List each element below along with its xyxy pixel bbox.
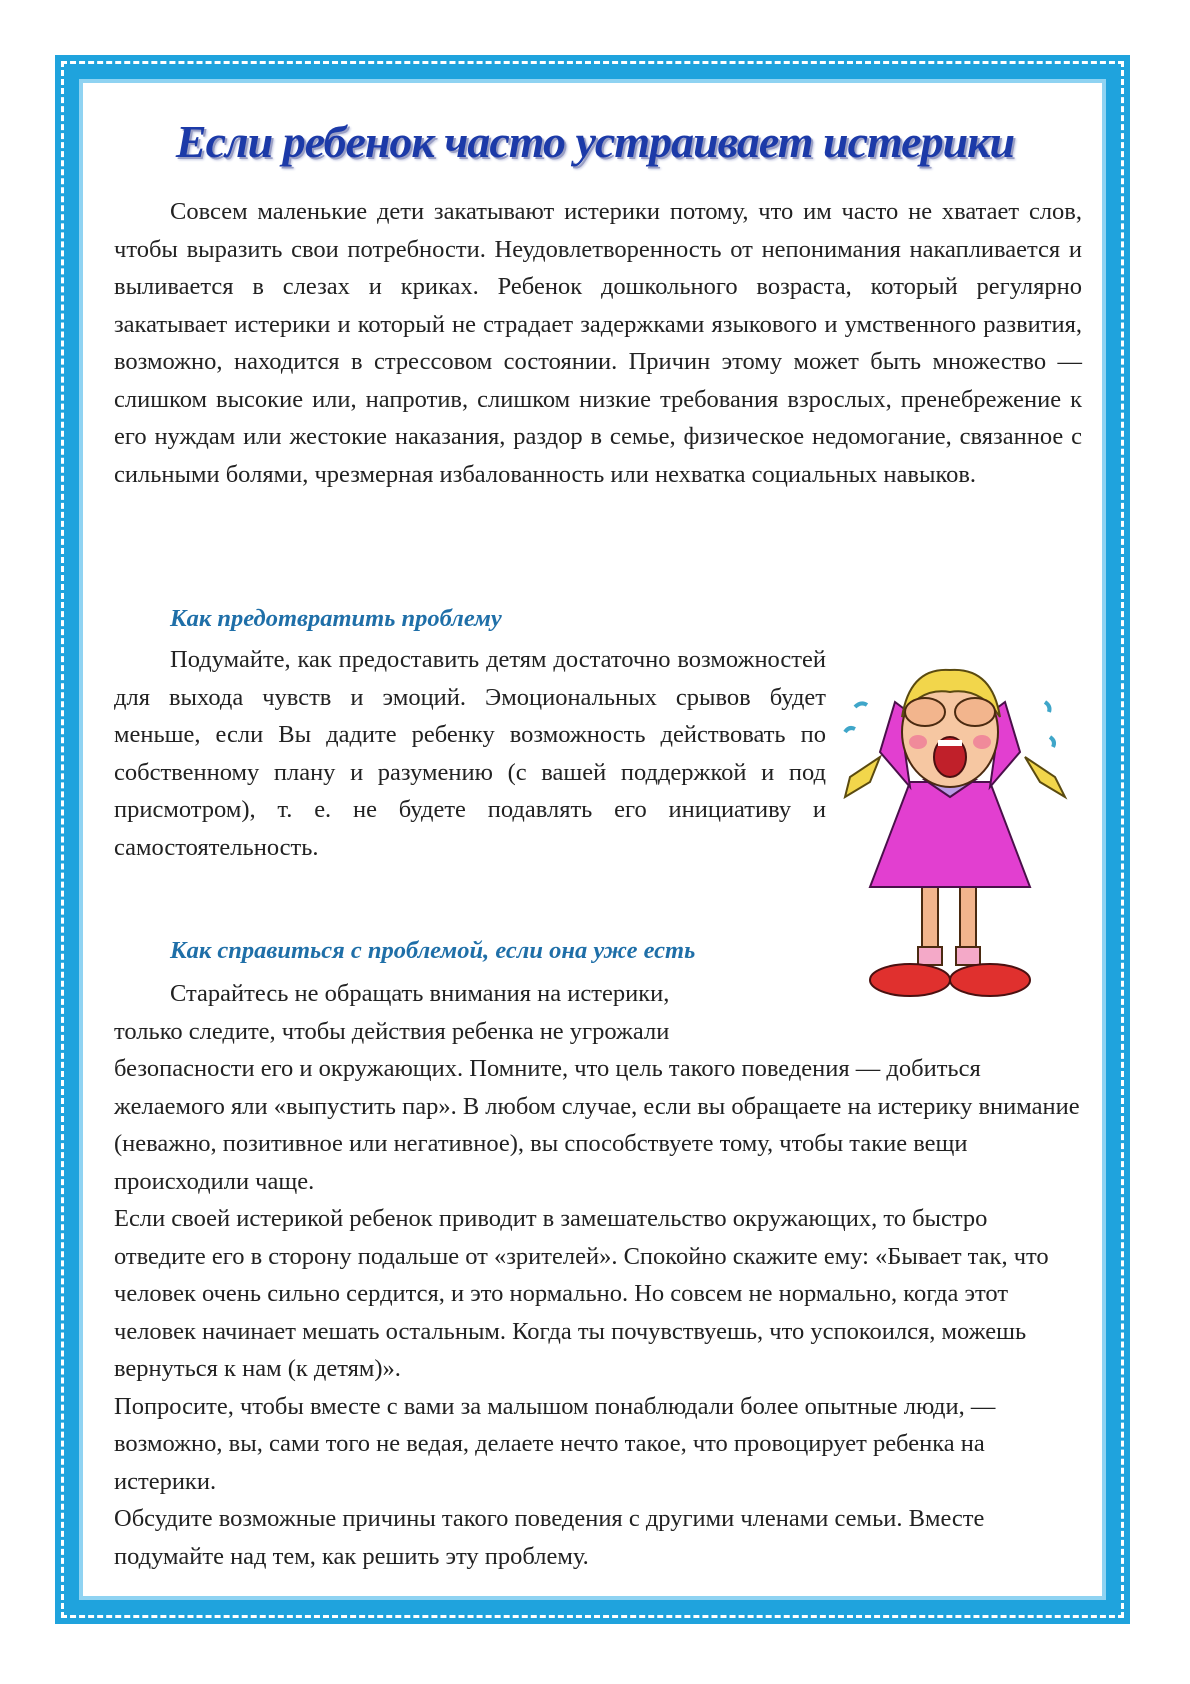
section-heading-cope: Как справиться с проблемой, если она уже есть xyxy=(170,937,696,964)
cope-line-1: Старайтесь не обращать внимания на истерики, xyxy=(170,980,670,1007)
page-title: Если ребенок часто устраивает истерики xyxy=(175,116,1015,167)
section-text-cope xyxy=(114,975,1082,1575)
cope-line-2: только следите, чтобы действия ребенка не угрожали xyxy=(114,1017,670,1045)
cope-paragraph-1: безопасности его и окружающих. Помните, что цель такого поведения — добиться желаемого яли «выпустить пар». В любом случае, если вы обращаете на истерику внимание (неважно, позитивное или негативное), вы способствуете тому, чтобы такие вещи происходили чаще. xyxy=(114,1055,1080,1195)
section-text-prevent: Подумайте, как предоставить детям достаточно возможностей для выхода чувств и эмоций. Эмоциональных срывов будет меньше, если Вы дадите ребенку возможность действовать по собственному плану и разумению (с вашей поддержкой и под присмотром), т. е. не будете подавлять его инициативу и самостоятельность. xyxy=(114,646,826,861)
crying-girl-illustration xyxy=(840,662,1070,1017)
cope-paragraph-2: Если своей истерикой ребенок приводит в замешательство окружающих, то быстро отведите его в сторону подальше от «зрителей». Спокойно скажите ему: «Бывает так, что человек очень сильно сердится, и это нормально. Но совсем не нормально, когда этот человек начинает мешать остальным. Когда ты почувствуешь, что успокоился, можешь вернуться к нам (к детям)». xyxy=(114,1205,1049,1382)
cope-paragraph-3: Попросите, чтобы вместе с вами за малышом понаблюдали более опытные люди, — возможно, вы, сами того не ведая, делаете нечто такое, что провоцирует ребенка на истерики. xyxy=(114,1392,996,1495)
section-heading-prevent: Как предотвратить проблему xyxy=(170,605,502,632)
intro-paragraph: Совсем маленькие дети закатывают истерики потому, что им часто не хватает слов, чтобы выразить свои потребности. Неудовлетворенность от непонимания накапливается и выливается в слезах и криках. Ребенок дошкольного возраста, который регулярно закатывает истерики и который не страдает задержками языкового и умственного развития, возможно, находится в стрессовом состоянии. Причин этому может быть множество — слишком высокие или, напротив, слишком низкие требования взрослых, пренебрежение к его нуждам или жестокие наказания, раздор в семье, физическое недомогание, связанное с сильными болями, чрезмерная избалованность или нехватка социальных навыков. xyxy=(114,198,1082,488)
cope-paragraph-4: Обсудите возможные причины такого поведения с другими членами семьи. Вместе подумайте над тем, как решить эту проблему. xyxy=(114,1505,985,1570)
